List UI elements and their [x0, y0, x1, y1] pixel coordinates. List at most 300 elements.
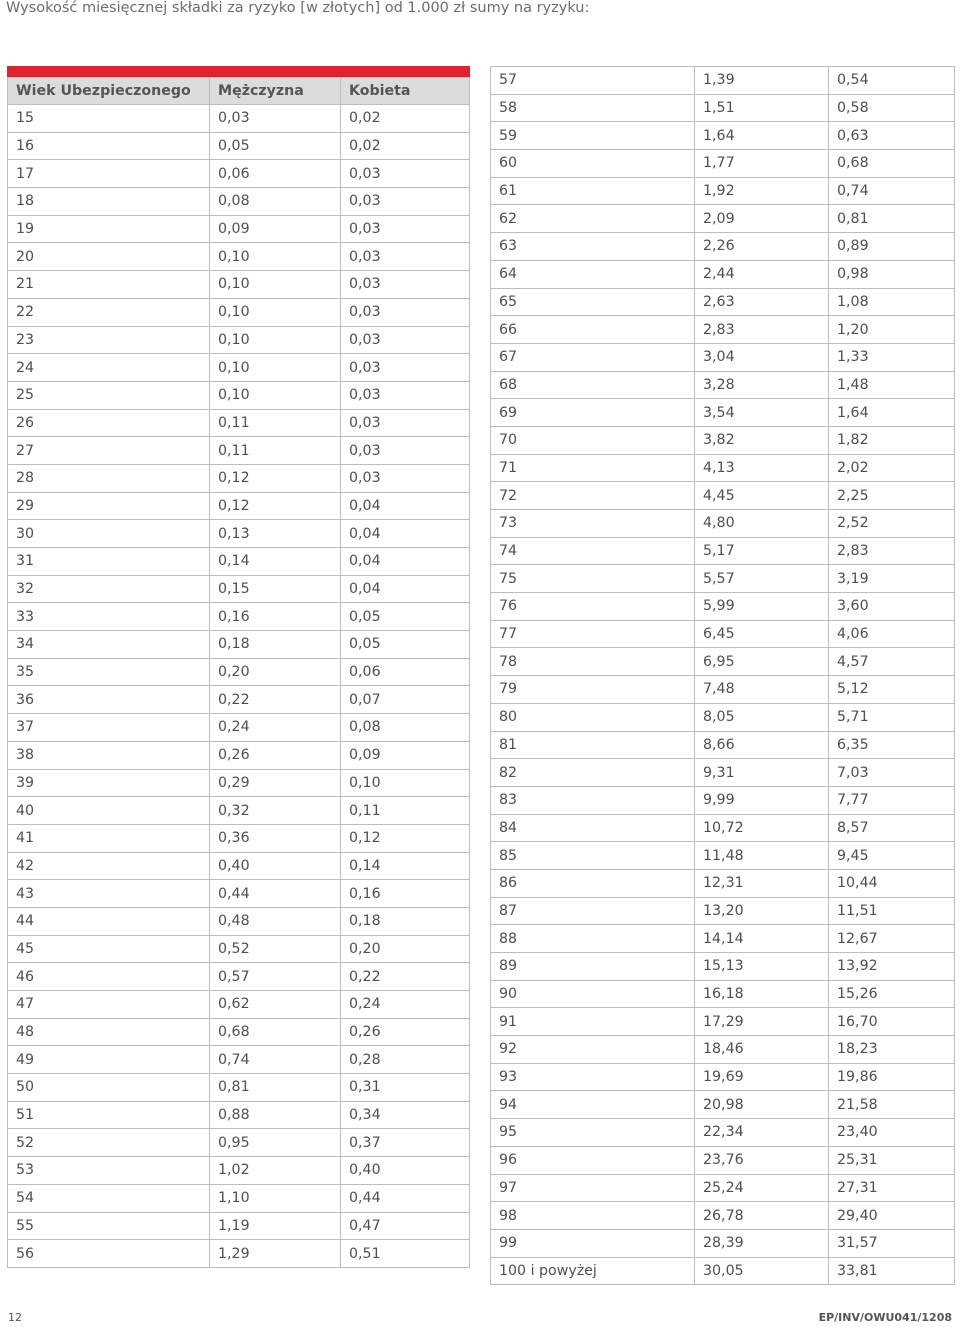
cell-male: 0,10 [210, 381, 341, 409]
cell-age: 99 [491, 1229, 695, 1257]
table-row [491, 1257, 955, 1285]
cell-age: 24 [8, 354, 210, 382]
cell-female: 0,54 [829, 67, 955, 95]
cell-female: 13,92 [829, 953, 955, 981]
cell-age: 52 [8, 1129, 210, 1157]
cell-age: 86 [491, 869, 695, 897]
cell-male: 0,12 [210, 492, 341, 520]
cell-male: 0,15 [210, 575, 341, 603]
cell-male: 0,44 [210, 880, 341, 908]
header-male: Mężczyzna [210, 78, 341, 105]
cell-female: 6,35 [829, 731, 955, 759]
cell-age: 69 [491, 399, 695, 427]
cell-age: 82 [491, 759, 695, 787]
cell-age: 31 [8, 548, 210, 576]
cell-male: 2,83 [695, 316, 829, 344]
cell-age: 59 [491, 122, 695, 150]
cell-age: 95 [491, 1119, 695, 1147]
cell-male: 8,05 [695, 703, 829, 731]
cell-male: 19,69 [695, 1063, 829, 1091]
table-row [491, 343, 955, 371]
cell-male: 22,34 [695, 1119, 829, 1147]
cell-female: 0,47 [341, 1212, 470, 1240]
cell-female: 4,06 [829, 620, 955, 648]
table-row [8, 741, 470, 769]
table-row [491, 316, 955, 344]
cell-age: 49 [8, 1046, 210, 1074]
table-row [8, 907, 470, 935]
cell-female: 0,03 [341, 437, 470, 465]
cell-female: 0,31 [341, 1074, 470, 1102]
table-row [491, 648, 955, 676]
cell-female: 0,18 [341, 907, 470, 935]
table-row [8, 991, 470, 1019]
cell-female: 0,04 [341, 492, 470, 520]
table-row [8, 298, 470, 326]
cell-female: 21,58 [829, 1091, 955, 1119]
cell-age: 98 [491, 1202, 695, 1230]
table-row [8, 1157, 470, 1185]
table-row [8, 548, 470, 576]
cell-female: 0,44 [341, 1184, 470, 1212]
premium-table-right [490, 66, 955, 1285]
cell-age: 47 [8, 991, 210, 1019]
table-row [8, 215, 470, 243]
cell-age: 93 [491, 1063, 695, 1091]
table-row [8, 1018, 470, 1046]
cell-female: 0,51 [341, 1240, 470, 1268]
cell-age: 27 [8, 437, 210, 465]
cell-female: 0,03 [341, 160, 470, 188]
cell-male: 2,09 [695, 205, 829, 233]
cell-male: 0,10 [210, 243, 341, 271]
cell-age: 23 [8, 326, 210, 354]
table-row [8, 1101, 470, 1129]
table-row [491, 537, 955, 565]
table-row [8, 575, 470, 603]
cell-male: 0,11 [210, 409, 341, 437]
cell-male: 15,13 [695, 953, 829, 981]
table-row [491, 953, 955, 981]
cell-age: 25 [8, 381, 210, 409]
cell-female: 2,02 [829, 454, 955, 482]
cell-male: 0,68 [210, 1018, 341, 1046]
cell-male: 0,06 [210, 160, 341, 188]
table-row [8, 1129, 470, 1157]
cell-female: 1,08 [829, 288, 955, 316]
cell-male: 1,77 [695, 150, 829, 178]
table-row [8, 631, 470, 659]
cell-age: 96 [491, 1146, 695, 1174]
cell-female: 0,04 [341, 575, 470, 603]
table-row [8, 326, 470, 354]
cell-female: 2,25 [829, 482, 955, 510]
cell-male: 5,99 [695, 593, 829, 621]
cell-female: 33,81 [829, 1257, 955, 1285]
cell-female: 0,04 [341, 520, 470, 548]
table-row [8, 1212, 470, 1240]
cell-female: 7,03 [829, 759, 955, 787]
cell-female: 8,57 [829, 814, 955, 842]
cell-male: 16,18 [695, 980, 829, 1008]
cell-female: 3,19 [829, 565, 955, 593]
table-row [491, 620, 955, 648]
cell-age: 60 [491, 150, 695, 178]
table-row [8, 464, 470, 492]
cell-male: 14,14 [695, 925, 829, 953]
cell-female: 0,12 [341, 824, 470, 852]
cell-female: 0,63 [829, 122, 955, 150]
cell-male: 0,14 [210, 548, 341, 576]
cell-female: 0,05 [341, 603, 470, 631]
table-row [491, 426, 955, 454]
table-row [8, 243, 470, 271]
cell-female: 0,03 [341, 298, 470, 326]
cell-male: 3,82 [695, 426, 829, 454]
cell-age: 18 [8, 188, 210, 216]
cell-male: 5,57 [695, 565, 829, 593]
cell-female: 3,60 [829, 593, 955, 621]
cell-age: 53 [8, 1157, 210, 1185]
header-female: Kobieta [341, 78, 470, 105]
cell-female: 0,34 [341, 1101, 470, 1129]
table-row [8, 1240, 470, 1268]
cell-age: 100 i powyżej [491, 1257, 695, 1285]
table-row [491, 150, 955, 178]
cell-age: 87 [491, 897, 695, 925]
cell-age: 66 [491, 316, 695, 344]
table-row [8, 354, 470, 382]
cell-female: 0,26 [341, 1018, 470, 1046]
cell-female: 12,67 [829, 925, 955, 953]
cell-age: 77 [491, 620, 695, 648]
cell-male: 0,10 [210, 326, 341, 354]
cell-age: 15 [8, 105, 210, 133]
cell-male: 11,48 [695, 842, 829, 870]
cell-age: 63 [491, 233, 695, 261]
cell-age: 34 [8, 631, 210, 659]
cell-female: 2,52 [829, 510, 955, 538]
cell-female: 0,06 [341, 658, 470, 686]
cell-male: 0,18 [210, 631, 341, 659]
cell-female: 0,03 [341, 271, 470, 299]
cell-male: 23,76 [695, 1146, 829, 1174]
cell-male: 1,02 [210, 1157, 341, 1185]
cell-female: 0,02 [341, 132, 470, 160]
table-header-row [8, 78, 470, 105]
cell-female: 0,03 [341, 243, 470, 271]
cell-age: 29 [8, 492, 210, 520]
cell-female: 0,37 [341, 1129, 470, 1157]
table-row [491, 122, 955, 150]
cell-male: 17,29 [695, 1008, 829, 1036]
cell-male: 1,64 [695, 122, 829, 150]
cell-age: 88 [491, 925, 695, 953]
cell-age: 68 [491, 371, 695, 399]
table-row [491, 510, 955, 538]
cell-female: 0,10 [341, 769, 470, 797]
table-row [491, 67, 955, 95]
cell-male: 1,51 [695, 94, 829, 122]
cell-female: 0,08 [341, 714, 470, 742]
cell-age: 79 [491, 676, 695, 704]
table-row [8, 769, 470, 797]
cell-male: 0,88 [210, 1101, 341, 1129]
cell-female: 0,03 [341, 409, 470, 437]
cell-male: 28,39 [695, 1229, 829, 1257]
cell-age: 70 [491, 426, 695, 454]
cell-age: 92 [491, 1036, 695, 1064]
cell-male: 8,66 [695, 731, 829, 759]
cell-female: 0,03 [341, 464, 470, 492]
cell-age: 61 [491, 177, 695, 205]
cell-female: 0,04 [341, 548, 470, 576]
cell-female: 0,11 [341, 797, 470, 825]
page-number: 12 [8, 1311, 22, 1324]
cell-female: 1,82 [829, 426, 955, 454]
cell-female: 19,86 [829, 1063, 955, 1091]
table-row [491, 1119, 955, 1147]
cell-age: 94 [491, 1091, 695, 1119]
cell-female: 16,70 [829, 1008, 955, 1036]
cell-age: 38 [8, 741, 210, 769]
cell-age: 72 [491, 482, 695, 510]
cell-age: 51 [8, 1101, 210, 1129]
cell-female: 0,03 [341, 326, 470, 354]
table-row [8, 963, 470, 991]
cell-male: 25,24 [695, 1174, 829, 1202]
cell-male: 9,31 [695, 759, 829, 787]
table-row [491, 1091, 955, 1119]
table-row [491, 1063, 955, 1091]
cell-male: 0,11 [210, 437, 341, 465]
cell-male: 1,29 [210, 1240, 341, 1268]
cell-age: 40 [8, 797, 210, 825]
cell-female: 0,40 [341, 1157, 470, 1185]
cell-age: 21 [8, 271, 210, 299]
cell-age: 76 [491, 593, 695, 621]
cell-female: 11,51 [829, 897, 955, 925]
cell-age: 55 [8, 1212, 210, 1240]
cell-male: 20,98 [695, 1091, 829, 1119]
table-row [491, 565, 955, 593]
cell-age: 17 [8, 160, 210, 188]
cell-female: 0,81 [829, 205, 955, 233]
cell-age: 46 [8, 963, 210, 991]
cell-female: 0,89 [829, 233, 955, 261]
cell-male: 2,44 [695, 260, 829, 288]
cell-male: 6,45 [695, 620, 829, 648]
cell-male: 13,20 [695, 897, 829, 925]
cell-female: 1,48 [829, 371, 955, 399]
cell-age: 32 [8, 575, 210, 603]
cell-male: 4,45 [695, 482, 829, 510]
table-row [491, 399, 955, 427]
cell-male: 1,39 [695, 67, 829, 95]
cell-female: 25,31 [829, 1146, 955, 1174]
table-row [491, 703, 955, 731]
header-age: Wiek Ubezpieczonego [8, 78, 210, 105]
cell-male: 1,19 [210, 1212, 341, 1240]
cell-age: 62 [491, 205, 695, 233]
cell-female: 0,07 [341, 686, 470, 714]
cell-female: 7,77 [829, 786, 955, 814]
table-row [8, 1046, 470, 1074]
table-row [491, 897, 955, 925]
cell-male: 0,09 [210, 215, 341, 243]
table-row [8, 1074, 470, 1102]
cell-male: 0,22 [210, 686, 341, 714]
cell-age: 83 [491, 786, 695, 814]
cell-female: 10,44 [829, 869, 955, 897]
cell-male: 0,08 [210, 188, 341, 216]
table-row [491, 786, 955, 814]
table-row [8, 409, 470, 437]
table-row [491, 371, 955, 399]
cell-female: 0,16 [341, 880, 470, 908]
cell-age: 90 [491, 980, 695, 1008]
cell-age: 65 [491, 288, 695, 316]
cell-female: 9,45 [829, 842, 955, 870]
cell-age: 84 [491, 814, 695, 842]
table-row [491, 814, 955, 842]
table-row [491, 1036, 955, 1064]
table-row [491, 260, 955, 288]
premium-table-left [7, 77, 470, 1268]
cell-female: 0,03 [341, 215, 470, 243]
cell-age: 97 [491, 1174, 695, 1202]
cell-female: 29,40 [829, 1202, 955, 1230]
cell-age: 16 [8, 132, 210, 160]
cell-male: 30,05 [695, 1257, 829, 1285]
cell-female: 5,12 [829, 676, 955, 704]
table-row [8, 880, 470, 908]
cell-age: 19 [8, 215, 210, 243]
table-row [8, 492, 470, 520]
table-row [491, 842, 955, 870]
cell-age: 26 [8, 409, 210, 437]
cell-age: 22 [8, 298, 210, 326]
cell-male: 0,48 [210, 907, 341, 935]
table-row [8, 603, 470, 631]
cell-age: 74 [491, 537, 695, 565]
table-row [8, 1184, 470, 1212]
cell-male: 0,29 [210, 769, 341, 797]
cell-female: 18,23 [829, 1036, 955, 1064]
table-row [491, 205, 955, 233]
table-row [8, 852, 470, 880]
cell-male: 0,10 [210, 271, 341, 299]
cell-male: 0,10 [210, 298, 341, 326]
cell-age: 91 [491, 1008, 695, 1036]
table-row [8, 132, 470, 160]
cell-age: 44 [8, 907, 210, 935]
table-row [491, 869, 955, 897]
cell-age: 35 [8, 658, 210, 686]
cell-age: 45 [8, 935, 210, 963]
cell-male: 1,92 [695, 177, 829, 205]
cell-male: 0,05 [210, 132, 341, 160]
document-code: EP/INV/OWU041/1208 [818, 1311, 952, 1324]
cell-female: 0,98 [829, 260, 955, 288]
cell-age: 39 [8, 769, 210, 797]
cell-male: 1,10 [210, 1184, 341, 1212]
table-row [491, 1146, 955, 1174]
accent-bar [7, 66, 470, 77]
cell-female: 0,03 [341, 381, 470, 409]
cell-male: 12,31 [695, 869, 829, 897]
cell-age: 81 [491, 731, 695, 759]
cell-female: 0,05 [341, 631, 470, 659]
cell-female: 2,83 [829, 537, 955, 565]
cell-female: 27,31 [829, 1174, 955, 1202]
table-row [491, 482, 955, 510]
cell-female: 0,68 [829, 150, 955, 178]
cell-male: 0,57 [210, 963, 341, 991]
cell-age: 78 [491, 648, 695, 676]
cell-age: 36 [8, 686, 210, 714]
cell-age: 50 [8, 1074, 210, 1102]
table-row [8, 824, 470, 852]
table-row [8, 437, 470, 465]
cell-age: 71 [491, 454, 695, 482]
cell-female: 0,14 [341, 852, 470, 880]
cell-age: 41 [8, 824, 210, 852]
cell-female: 1,64 [829, 399, 955, 427]
cell-male: 0,13 [210, 520, 341, 548]
cell-female: 0,09 [341, 741, 470, 769]
cell-male: 9,99 [695, 786, 829, 814]
cell-male: 0,81 [210, 1074, 341, 1102]
cell-male: 7,48 [695, 676, 829, 704]
cell-age: 80 [491, 703, 695, 731]
cell-female: 0,02 [341, 105, 470, 133]
page-title: Wysokość miesięcznej składki za ryzyko [w złotych] od 1.000 zł sumy na ryzyku: [6, 0, 590, 16]
cell-male: 0,12 [210, 464, 341, 492]
table-row [8, 105, 470, 133]
table-row [491, 676, 955, 704]
cell-male: 0,36 [210, 824, 341, 852]
cell-age: 57 [491, 67, 695, 95]
table-row [8, 381, 470, 409]
cell-male: 10,72 [695, 814, 829, 842]
cell-age: 75 [491, 565, 695, 593]
table-row [491, 1008, 955, 1036]
cell-female: 31,57 [829, 1229, 955, 1257]
table-row [491, 593, 955, 621]
cell-female: 1,33 [829, 343, 955, 371]
cell-age: 20 [8, 243, 210, 271]
cell-age: 67 [491, 343, 695, 371]
cell-female: 0,74 [829, 177, 955, 205]
cell-male: 0,20 [210, 658, 341, 686]
table-row [8, 658, 470, 686]
cell-female: 0,24 [341, 991, 470, 1019]
cell-age: 30 [8, 520, 210, 548]
cell-age: 54 [8, 1184, 210, 1212]
cell-age: 42 [8, 852, 210, 880]
cell-age: 37 [8, 714, 210, 742]
cell-female: 0,22 [341, 963, 470, 991]
table-row [8, 935, 470, 963]
cell-age: 85 [491, 842, 695, 870]
table-row [491, 288, 955, 316]
cell-female: 23,40 [829, 1119, 955, 1147]
table-row [491, 94, 955, 122]
table-row [491, 454, 955, 482]
cell-female: 1,20 [829, 316, 955, 344]
cell-female: 5,71 [829, 703, 955, 731]
